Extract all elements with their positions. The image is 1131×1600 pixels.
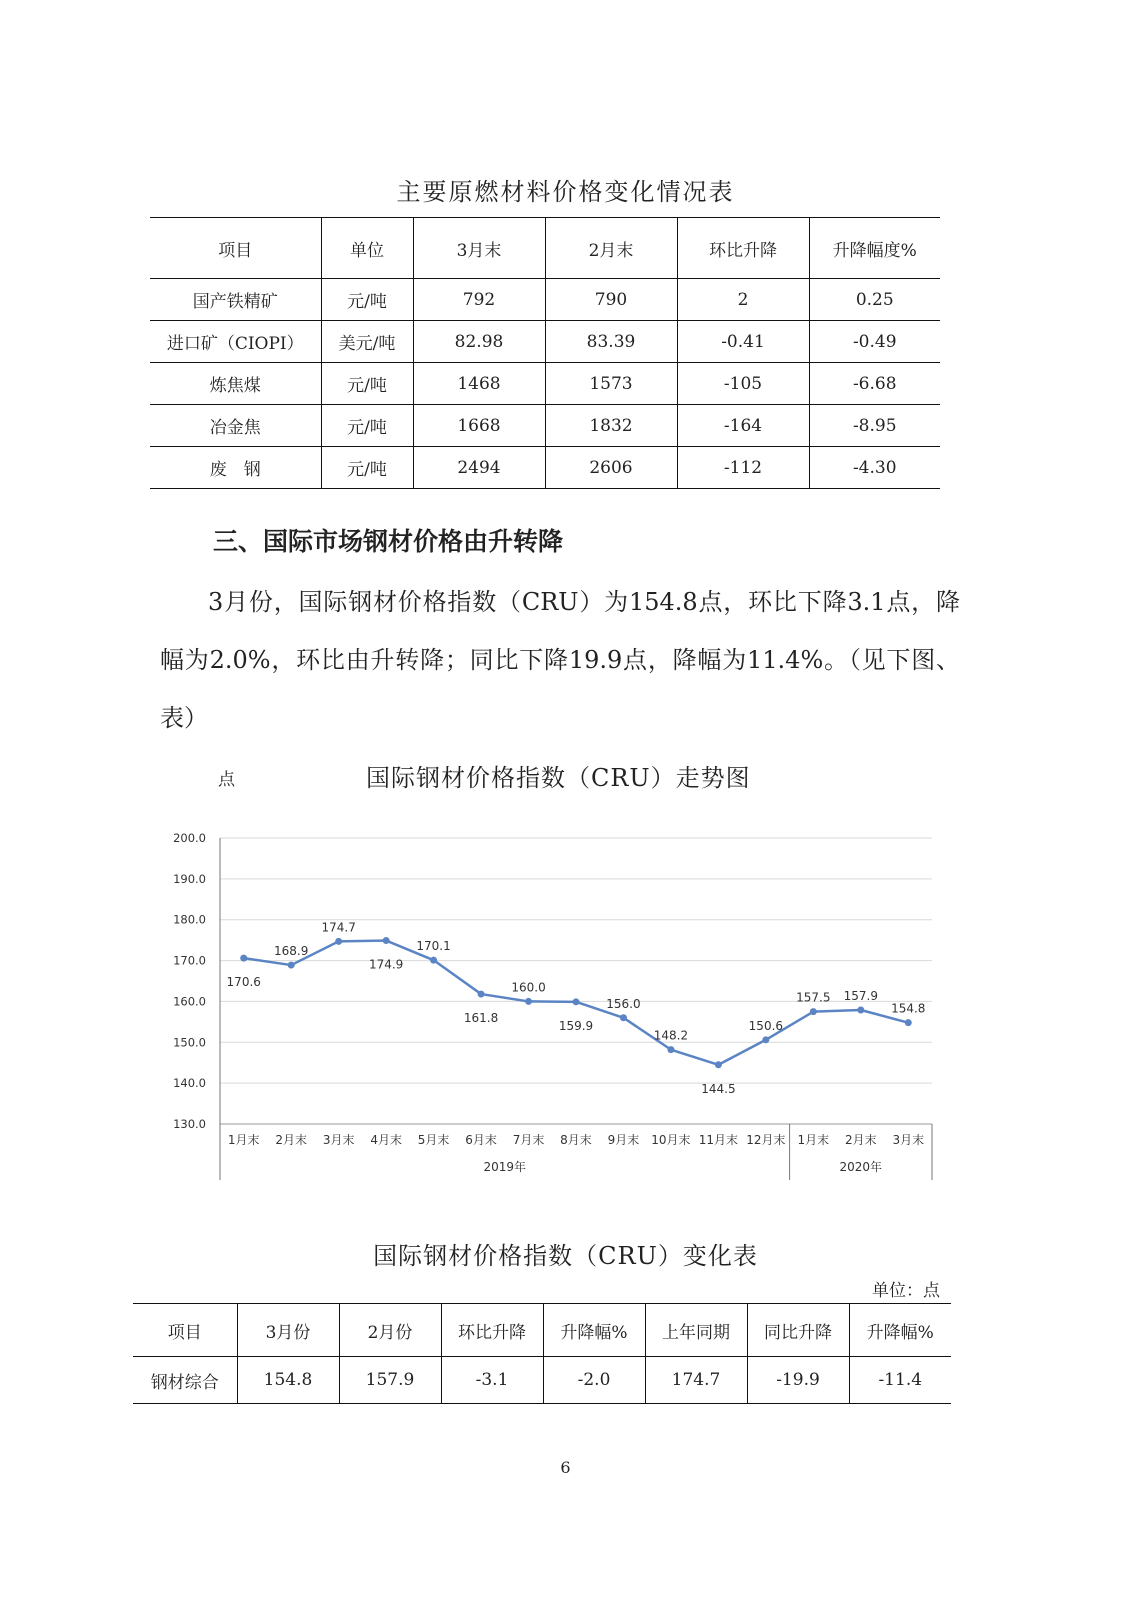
x-tick-label: 12月末: [746, 1133, 786, 1147]
cell-item: 废 钢: [150, 447, 321, 489]
header-item: 项目: [133, 1304, 237, 1357]
cell-unit: 元/吨: [321, 363, 413, 405]
x-tick-label: 1月末: [227, 1133, 260, 1147]
chart-unit-label: 点: [218, 770, 235, 790]
page-number: 6: [560, 1458, 571, 1477]
cell-last-year: 174.7: [645, 1357, 747, 1404]
cell-unit: 元/吨: [321, 279, 413, 321]
cell-mom-pct: -2.0: [543, 1357, 645, 1404]
cell-pct: -8.95: [809, 405, 940, 447]
header-mom-change: 环比升降: [677, 218, 809, 279]
cell-change: 2: [677, 279, 809, 321]
data-label: 170.1: [416, 939, 451, 954]
cell-feb: 1573: [545, 363, 677, 405]
chart-title: 国际钢材价格指数（CRU）走势图: [366, 764, 751, 792]
cell-march: 1468: [413, 363, 545, 405]
x-tick-label: 6月末: [465, 1133, 497, 1147]
x-tick-label: 9月末: [607, 1133, 640, 1147]
header-change-pct: 升降幅度%: [809, 218, 940, 279]
section-paragraph: 3月份，国际钢材价格指数（CRU）为154.8点，环比下降3.1点，降幅为2.0%，环比由升转降；同比下降19.9点，降幅为11.4%。（见下图、表）: [160, 588, 960, 732]
header-march-end: 3月末: [413, 218, 545, 279]
cell-item: 冶金焦: [150, 405, 321, 447]
table2-title: 国际钢材价格指数（CRU）变化表: [373, 1242, 758, 1270]
data-label: 160.0: [511, 980, 546, 995]
y-tick-label: 160.0: [173, 994, 206, 1009]
table1-title: 主要原燃材料价格变化情况表: [396, 178, 735, 206]
header-march: 3月份: [237, 1304, 339, 1357]
cell-item: 进口矿（CIOPI）: [150, 321, 321, 363]
cell-march: 1668: [413, 405, 545, 447]
header-yoy-pct: 升降幅%: [849, 1304, 951, 1357]
cell-feb: 790: [545, 279, 677, 321]
x-tick-label: 1月末: [797, 1133, 830, 1147]
x-tick-label: 2月末: [275, 1133, 308, 1147]
cell-feb: 83.39: [545, 321, 677, 363]
cell-unit: 美元/吨: [321, 321, 413, 363]
header-unit: 单位: [321, 218, 413, 279]
x-tick-label: 3月末: [322, 1133, 355, 1147]
x-tick-label: 10月末: [651, 1133, 691, 1147]
cell-item: 钢材综合: [133, 1357, 237, 1404]
cell-pct: -6.68: [809, 363, 940, 405]
cell-yoy-change: -19.9: [747, 1357, 849, 1404]
x-tick-label: 11月末: [698, 1133, 739, 1147]
data-label: 150.6: [748, 1018, 784, 1033]
data-label: 174.7: [321, 920, 356, 935]
x-tick-label: 8月末: [560, 1133, 592, 1147]
data-point: [478, 991, 485, 998]
cell-feb: 1832: [545, 405, 677, 447]
table-row: [150, 405, 940, 447]
table-row: [150, 363, 940, 405]
data-point: [240, 955, 247, 962]
data-point: [335, 938, 342, 945]
header-yoy-change: 同比升降: [747, 1304, 849, 1357]
header-mom-pct: 升降幅%: [543, 1304, 645, 1357]
x-tick-label: 4月末: [370, 1133, 402, 1147]
cell-march: 154.8: [237, 1357, 339, 1404]
data-point: [810, 1008, 817, 1015]
data-label: 154.8: [891, 1001, 926, 1016]
cell-mom-change: -3.1: [441, 1357, 543, 1404]
data-point: [715, 1061, 722, 1068]
section-heading: 三、国际市场钢材价格由升转降: [213, 527, 564, 556]
cell-change: -164: [677, 405, 809, 447]
cell-pct: 0.25: [809, 279, 940, 321]
data-label: 156.0: [606, 996, 641, 1011]
cell-march: 82.98: [413, 321, 545, 363]
cell-unit: 元/吨: [321, 405, 413, 447]
cell-feb: 157.9: [339, 1357, 441, 1404]
cell-unit: 元/吨: [321, 447, 413, 489]
y-tick-label: 190.0: [173, 871, 206, 886]
header-feb-end: 2月末: [545, 218, 677, 279]
header-item: 项目: [150, 218, 321, 279]
header-last-year: 上年同期: [645, 1304, 747, 1357]
cell-item: 炼焦煤: [150, 363, 321, 405]
x-tick-label: 5月末: [417, 1133, 450, 1147]
y-tick-label: 130.0: [173, 1117, 206, 1131]
cell-change: -0.41: [677, 321, 809, 363]
y-tick-label: 200.0: [173, 831, 206, 845]
table-row: [133, 1357, 951, 1404]
cell-feb: 2606: [545, 447, 677, 489]
raw-materials-price-table: [150, 217, 940, 489]
x-tick-label: 3月末: [892, 1133, 925, 1147]
cell-march: 792: [413, 279, 545, 321]
cell-march: 2494: [413, 447, 545, 489]
y-tick-label: 140.0: [173, 1076, 206, 1091]
data-point: [762, 1036, 769, 1043]
header-mom-change: 环比升降: [441, 1304, 543, 1357]
cell-item: 国产铁精矿: [150, 279, 321, 321]
x-tick-label: 7月末: [512, 1133, 545, 1147]
table-row: [150, 321, 940, 363]
y-tick-label: 150.0: [173, 1035, 206, 1050]
table-row: [150, 279, 940, 321]
data-label: 174.9: [368, 957, 404, 972]
data-label: 168.9: [274, 944, 309, 959]
header-feb: 2月份: [339, 1304, 441, 1357]
cell-change: -105: [677, 363, 809, 405]
cell-pct: -4.30: [852, 457, 897, 478]
data-point: [857, 1007, 864, 1014]
data-point: [383, 937, 390, 944]
data-label: 157.9: [843, 989, 878, 1004]
data-label: 148.2: [653, 1028, 689, 1043]
group-label: 2020年: [839, 1160, 883, 1174]
data-point: [905, 1019, 912, 1026]
data-label: 159.9: [558, 1018, 594, 1033]
data-label: 170.6: [226, 975, 261, 990]
cru-change-table: [133, 1303, 951, 1404]
cell-change: -112: [677, 447, 809, 489]
y-tick-label: 180.0: [173, 912, 206, 927]
data-point: [430, 957, 437, 964]
x-tick-label: 2月末: [844, 1133, 877, 1147]
data-point: [620, 1014, 627, 1021]
data-point: [525, 998, 532, 1005]
table-row: [150, 447, 940, 489]
group-label: 2019年: [483, 1160, 527, 1174]
data-label: 144.5: [701, 1081, 736, 1096]
table2-unit: 单位：点: [872, 1281, 940, 1301]
data-point: [288, 962, 295, 969]
cell-pct: -0.49: [809, 321, 940, 363]
cell-yoy-pct: -11.4: [878, 1370, 923, 1390]
cru-line-chart: [160, 820, 950, 1190]
y-tick-label: 170.0: [173, 953, 206, 968]
data-point: [573, 998, 580, 1005]
data-label: 157.5: [796, 990, 831, 1005]
data-point: [667, 1046, 674, 1053]
data-label: 161.8: [463, 1011, 499, 1026]
